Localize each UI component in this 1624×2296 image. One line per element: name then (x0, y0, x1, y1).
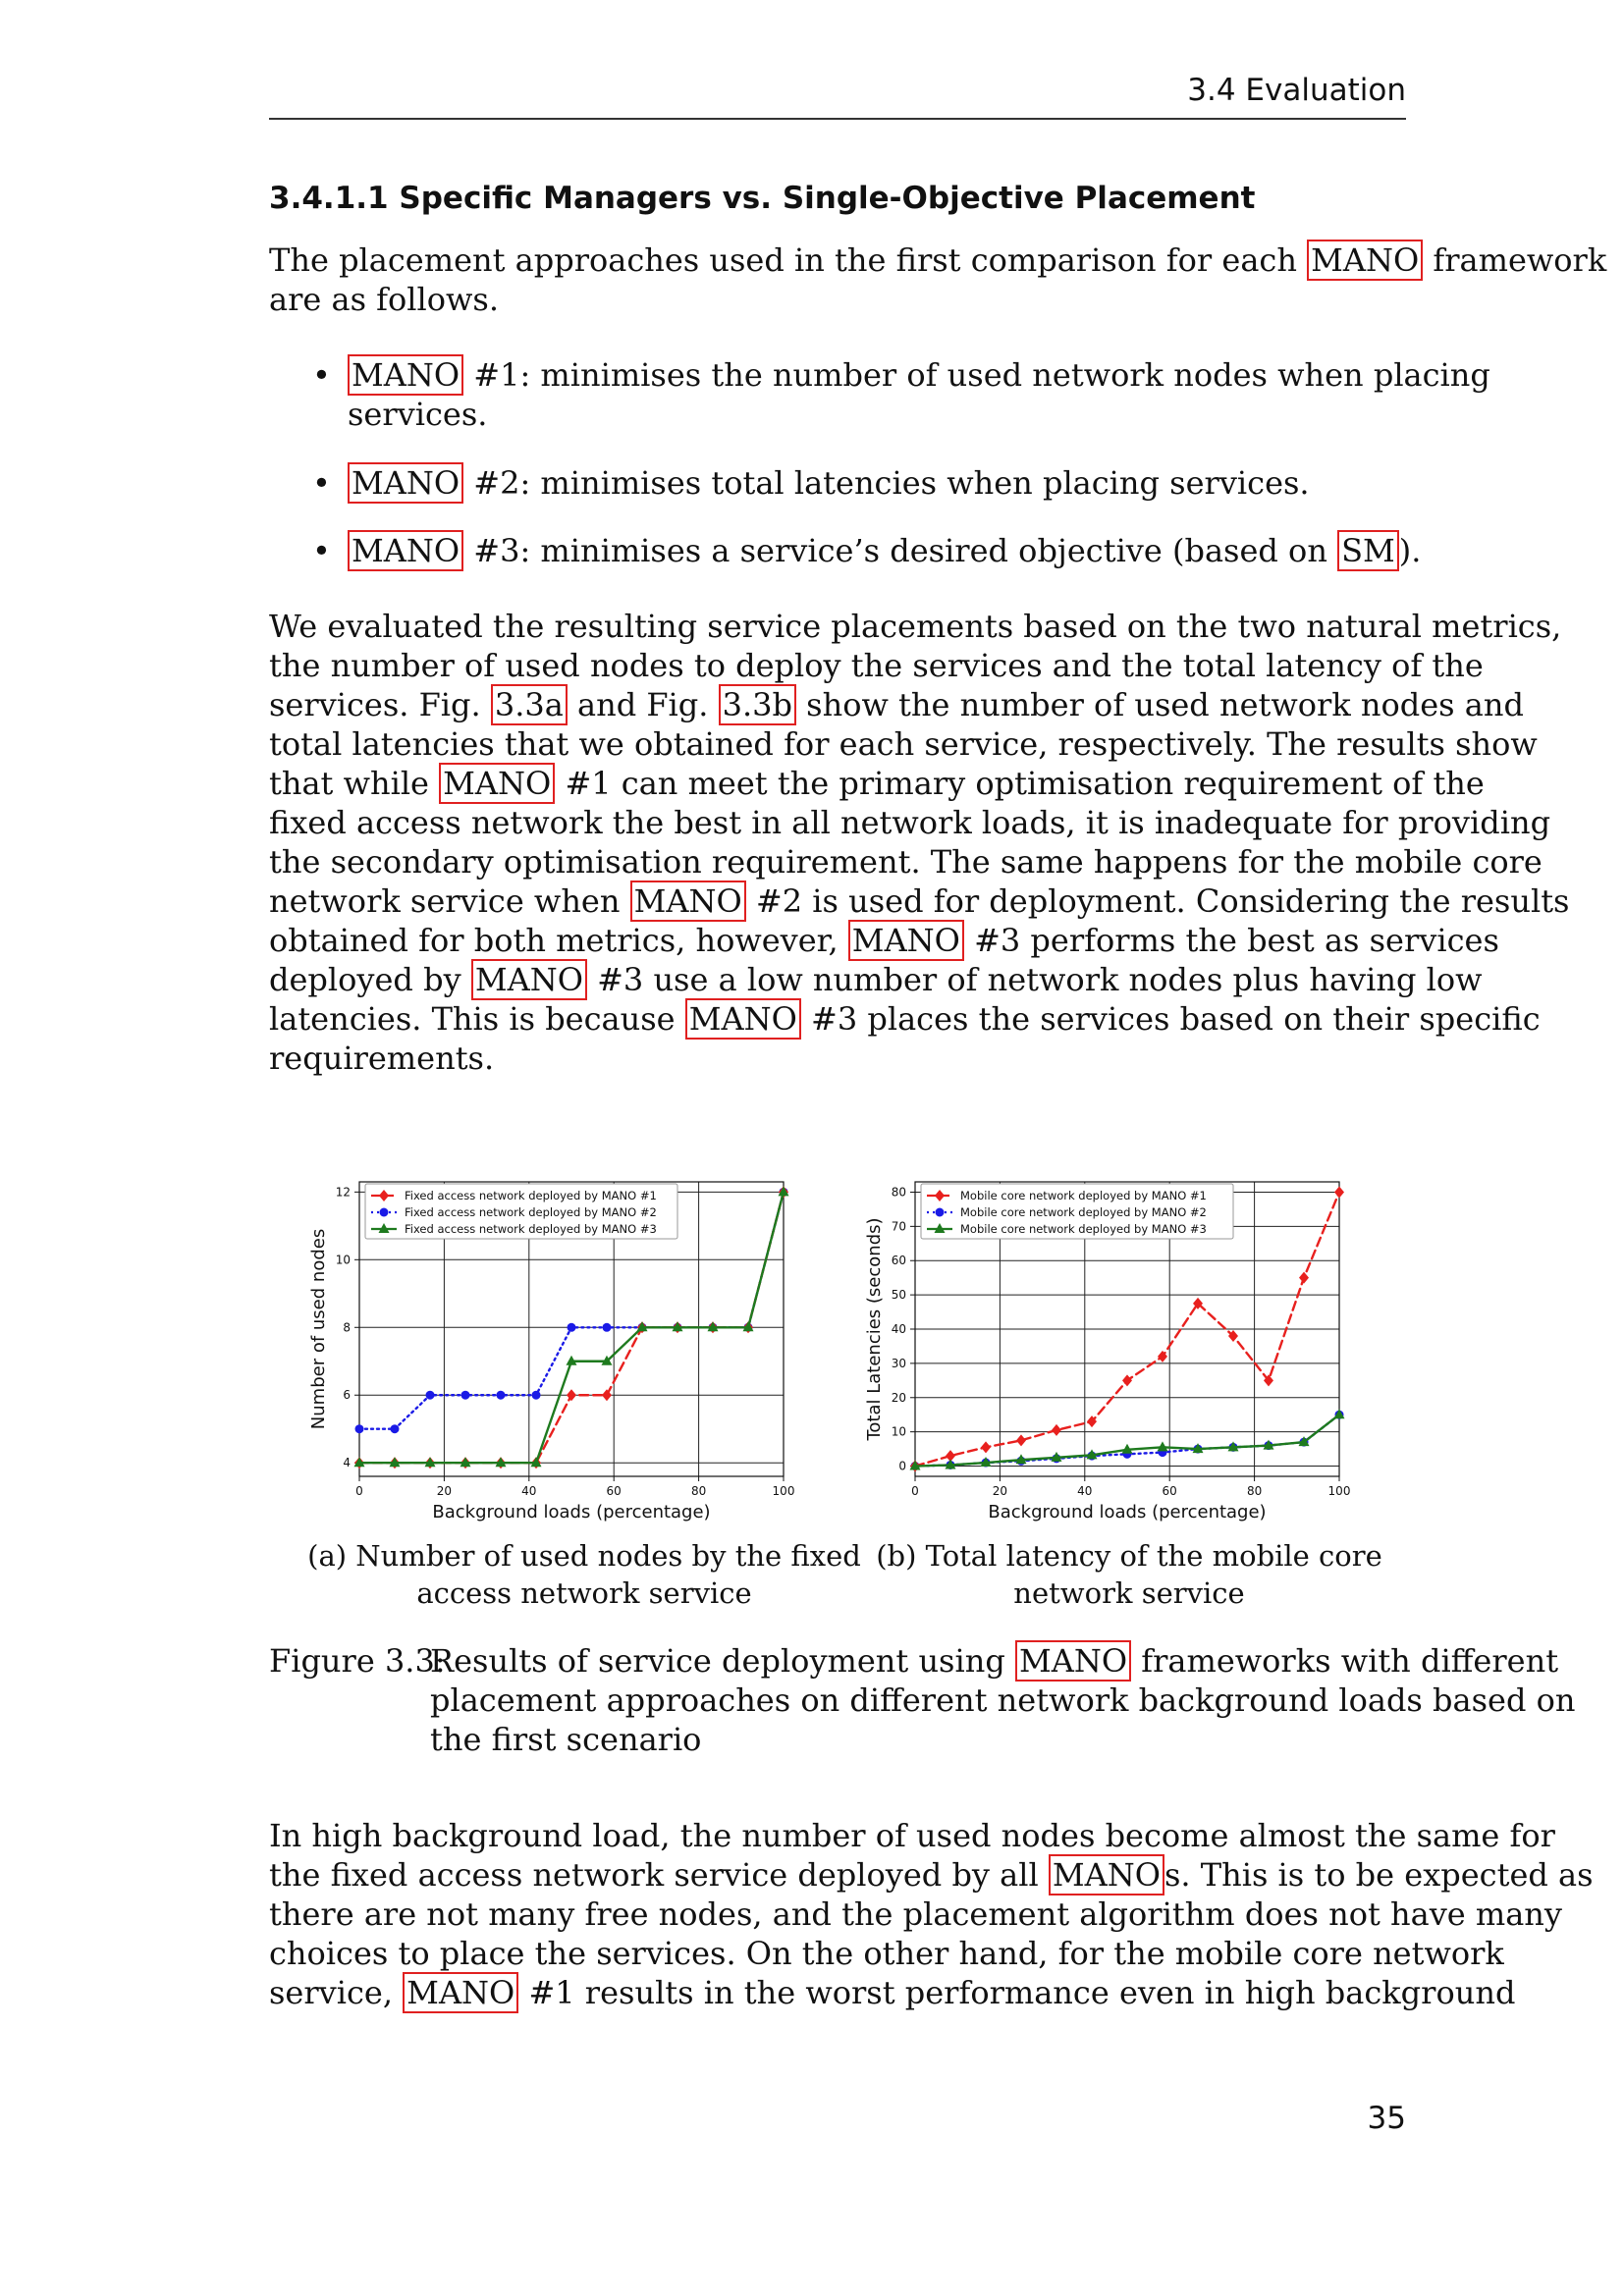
text-line: that while MANO #1 can meet the primary optimisation requirement of the (269, 765, 1485, 802)
text-line: deployed by MANO #3 use a low number of network nodes plus having low (269, 961, 1483, 998)
reference-link-mano[interactable]: MANO (348, 354, 463, 396)
y-tick-label: 8 (343, 1320, 351, 1335)
subcaption-b (864, 1537, 1394, 1612)
y-tick-label: 6 (343, 1388, 351, 1403)
intro-paragraph (269, 240, 1607, 319)
bullet-dot: • (312, 464, 331, 502)
x-tick-label: 100 (772, 1484, 795, 1498)
legend-label: Fixed access network deployed by MANO #3 (405, 1222, 657, 1236)
data-point (380, 1208, 389, 1217)
text-line: service, MANO #1 results in the worst performance even in high background (269, 1974, 1516, 2011)
text-line: In high background load, the number of used nodes become almost the same for (269, 1817, 1555, 1854)
text-line: the fixed access network service deployed by all MANO s. This is to be expected as (269, 1856, 1594, 1894)
figure-3-3a-chart (300, 1160, 801, 1533)
text-line: services. Fig. 3.3a and Fig. 3.3b show the number of used network nodes and (269, 686, 1524, 723)
subcaption-a-line-1: (a) Number of used nodes by the fixed (307, 1539, 861, 1573)
y-tick-label: 12 (335, 1185, 351, 1200)
x-tick-label: 80 (690, 1484, 707, 1498)
text-line: placement approaches on different network background loads based on (430, 1682, 1576, 1719)
x-tick-label: 20 (992, 1484, 1008, 1498)
legend-entry (927, 1205, 1207, 1219)
y-tick-label: 4 (343, 1456, 351, 1470)
legend-label: Mobile core network deployed by MANO #1 (960, 1189, 1207, 1202)
figure-3-3b-chart (856, 1160, 1367, 1533)
y-tick-label: 70 (891, 1219, 906, 1234)
text-line: there are not many free nodes, and the placement algorithm does not have many (269, 1896, 1562, 1933)
x-tick-label: 0 (911, 1484, 919, 1498)
y-tick-label: 10 (891, 1424, 906, 1439)
text-line: are as follows. (269, 281, 499, 318)
y-tick-label: 50 (891, 1288, 906, 1303)
bullet-dot: • (312, 356, 331, 394)
reference-link-mano[interactable]: MANO (471, 959, 587, 1000)
bullet-dot: • (312, 532, 331, 569)
y-tick-label: 80 (891, 1185, 906, 1200)
reference-link-mano[interactable]: MANO (439, 763, 555, 804)
y-tick-label: 20 (891, 1390, 906, 1405)
text-line: MANO #1: minimises the number of used network nodes when placing (348, 355, 1406, 395)
legend-label: Mobile core network deployed by MANO #3 (960, 1222, 1207, 1236)
data-point (355, 1424, 364, 1433)
text-line: fixed access network the best in all network loads, it is inadequate for providing (269, 804, 1551, 841)
text-line: MANO #3: minimises a service’s desired objective (based on SM ). (348, 531, 1406, 570)
body-paragraph-2 (269, 1816, 1594, 2012)
y-tick-label: 0 (898, 1459, 906, 1473)
text-line: requirements. (269, 1040, 495, 1077)
subcaption-a-line-2: access network service (416, 1576, 752, 1610)
reference-link-mano[interactable]: MANO (1015, 1640, 1131, 1682)
subcaption-b-line-1: (b) Total latency of the mobile core (876, 1539, 1382, 1573)
legend-entry (927, 1189, 1207, 1202)
reference-link-mano[interactable]: MANO (848, 920, 964, 961)
data-point (568, 1323, 576, 1332)
text-line: latencies. This is because MANO #3 places the services based on their specific (269, 1000, 1541, 1038)
subcaption-a (295, 1537, 874, 1612)
text-line: network service when MANO #2 is used for deployment. Considering the results (269, 882, 1570, 920)
subcaption-b-line-2: network service (1013, 1576, 1245, 1610)
reference-link-3-3a[interactable]: 3.3a (491, 684, 568, 725)
reference-link-mano[interactable]: MANO (403, 1972, 518, 2013)
legend-label: Fixed access network deployed by MANO #2 (405, 1205, 657, 1219)
reference-link-mano[interactable]: MANO (1307, 240, 1423, 281)
y-tick-label: 40 (891, 1322, 906, 1336)
text-line: the secondary optimisation requirement. The same happens for the mobile core (269, 843, 1543, 881)
y-axis-label: Number of used nodes (308, 1228, 329, 1430)
text-line: We evaluated the resulting service placements based on the two natural metrics, (269, 608, 1562, 645)
text-line: total latencies that we obtained for each service, respectively. The results show (269, 725, 1538, 763)
running-header: 3.4 Evaluation (1187, 73, 1406, 108)
y-axis-label: Total Latencies (seconds) (864, 1217, 885, 1441)
reference-link-mano[interactable]: MANO (1049, 1854, 1164, 1896)
x-tick-label: 60 (1162, 1484, 1177, 1498)
reference-link-mano[interactable]: MANO (348, 530, 463, 571)
data-point (602, 1323, 611, 1332)
x-tick-label: 40 (1077, 1484, 1093, 1498)
text-line: services. (348, 396, 488, 433)
legend-entry (371, 1189, 657, 1202)
text-line: The placement approaches used in the first comparison for each MANO framework (269, 241, 1607, 279)
legend-label: Fixed access network deployed by MANO #1 (405, 1189, 657, 1202)
x-tick-label: 40 (521, 1484, 537, 1498)
data-point (390, 1424, 399, 1433)
bullet-text (348, 355, 1490, 434)
figure-caption-text (430, 1641, 1576, 1759)
data-point (532, 1391, 541, 1400)
y-tick-label: 60 (891, 1254, 906, 1268)
legend-entry (371, 1222, 657, 1236)
x-tick-label: 80 (1246, 1484, 1263, 1498)
x-tick-label: 20 (436, 1484, 453, 1498)
text-line: MANO #2: minimises total latencies when placing services. (348, 463, 1406, 503)
y-tick-label: 10 (335, 1253, 351, 1267)
text-line: the first scenario (430, 1721, 702, 1758)
figure-caption-label: Figure 3.3: (269, 1642, 446, 1680)
x-tick-label: 60 (606, 1484, 622, 1498)
y-tick-label: 30 (891, 1356, 906, 1370)
x-axis-label: Background loads (percentage) (988, 1502, 1267, 1522)
legend-entry (371, 1205, 657, 1219)
data-point (461, 1391, 470, 1400)
page-number: 35 (1367, 2101, 1406, 2136)
data-point (426, 1391, 435, 1400)
text-line: choices to place the services. On the other hand, for the mobile core network (269, 1935, 1504, 1972)
section-title: 3.4.1.1 Specific Managers vs. Single-Objective Placement (269, 181, 1256, 216)
x-tick-label: 0 (355, 1484, 363, 1498)
bullet-text (348, 463, 1406, 503)
reference-link-sm[interactable]: SM (1337, 530, 1399, 571)
text-line: obtained for both metrics, however, MANO #3 performs the best as services (269, 922, 1499, 959)
x-tick-label: 100 (1327, 1484, 1351, 1498)
text-line: Results of service deployment using MANO frameworks with different (430, 1642, 1559, 1680)
bullet-text (348, 531, 1422, 570)
reference-link-mano[interactable]: MANO (348, 462, 463, 504)
header-rule (269, 118, 1406, 120)
x-axis-label: Background loads (percentage) (432, 1502, 711, 1522)
body-paragraph-1 (269, 607, 1570, 1078)
legend-entry (927, 1222, 1207, 1236)
data-point (496, 1391, 505, 1400)
reference-link-mano[interactable]: MANO (685, 998, 801, 1040)
text-line: the number of used nodes to deploy the services and the total latency of the (269, 647, 1484, 684)
reference-link-mano[interactable]: MANO (630, 881, 746, 922)
reference-link-3-3b[interactable]: 3.3b (719, 684, 796, 725)
data-point (936, 1208, 945, 1217)
legend-label: Mobile core network deployed by MANO #2 (960, 1205, 1207, 1219)
